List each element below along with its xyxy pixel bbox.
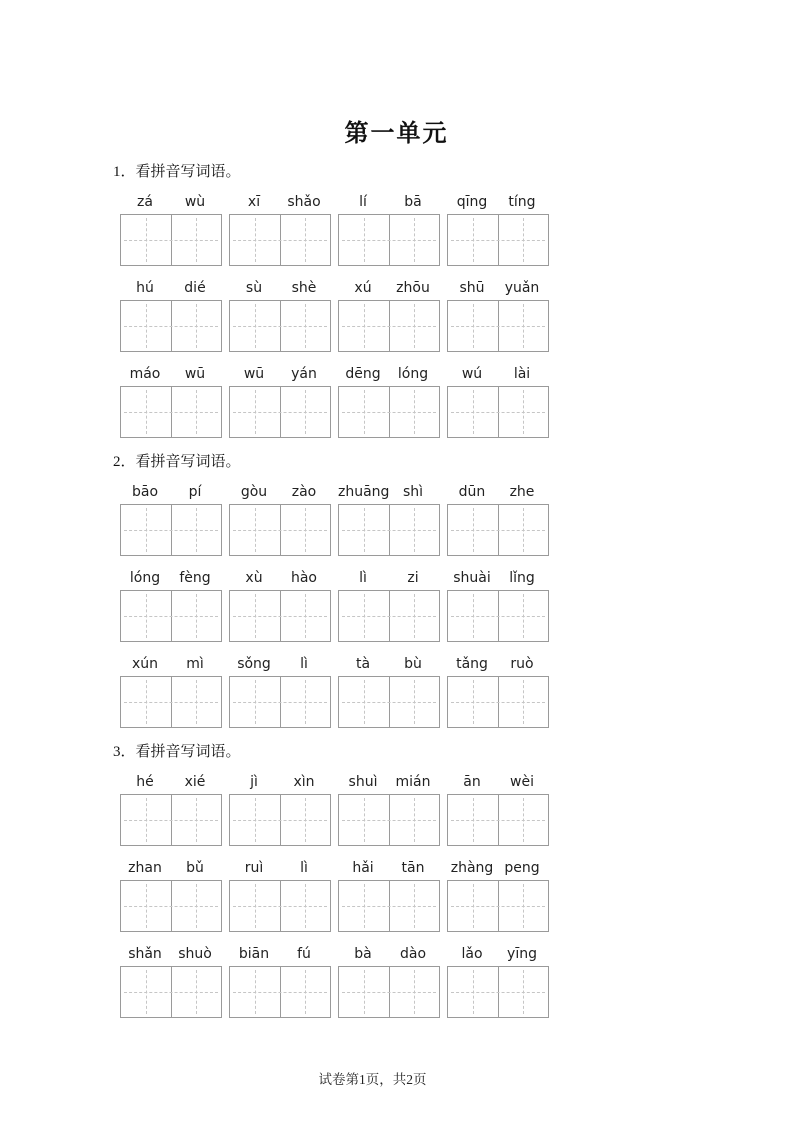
writing-cell [339, 677, 389, 727]
pinyin-row [120, 280, 220, 297]
writing-cell [498, 677, 549, 727]
writing-grid [229, 880, 331, 932]
writing-cell [121, 795, 171, 845]
pinyin-label: biān [238, 946, 270, 962]
writing-grid [447, 966, 549, 1018]
word-group [229, 774, 329, 846]
word-group [120, 194, 220, 266]
writing-cell [171, 677, 222, 727]
writing-cell [498, 505, 549, 555]
writing-grid [229, 676, 331, 728]
pinyin-row [338, 570, 438, 587]
word-group [120, 366, 220, 438]
writing-cell [389, 795, 440, 845]
pinyin-row [338, 860, 438, 877]
word-group [229, 946, 329, 1018]
writing-cell [230, 387, 280, 437]
pinyin-row [338, 656, 438, 673]
pinyin-label: jì [250, 774, 258, 790]
writing-cell [448, 301, 498, 351]
word-group [229, 860, 329, 932]
pinyin-label: xìn [293, 774, 315, 790]
writing-cell [448, 677, 498, 727]
word-group [447, 946, 547, 1018]
pinyin-label: shè [291, 280, 317, 296]
pinyin-row [120, 860, 220, 877]
sections [113, 162, 793, 1018]
writing-grid [338, 676, 440, 728]
pinyin-label: bà [354, 946, 372, 962]
word-group [447, 860, 547, 932]
pinyin-row [229, 570, 329, 587]
pinyin-label: sù [245, 280, 263, 296]
writing-cell [448, 591, 498, 641]
pinyin-label: wū [184, 366, 206, 382]
writing-cell [448, 505, 498, 555]
pinyin-label: lì [359, 570, 367, 586]
word-row [120, 774, 793, 846]
writing-cell [121, 881, 171, 931]
word-row [120, 366, 793, 438]
writing-cell [121, 677, 171, 727]
pinyin-label: lǐng [509, 570, 535, 586]
word-row [120, 280, 793, 352]
pinyin-row [229, 280, 329, 297]
writing-cell [389, 967, 440, 1017]
pinyin-row [120, 194, 220, 211]
section [113, 452, 793, 728]
writing-cell [230, 301, 280, 351]
pinyin-label: shì [402, 484, 424, 500]
word-group [447, 774, 547, 846]
section-label: 2．看拼音写词语。 [113, 454, 241, 470]
pinyin-label: zhe [509, 484, 535, 500]
pinyin-row [447, 194, 547, 211]
section-label: 3．看拼音写词语。 [113, 744, 241, 760]
writing-cell [339, 301, 389, 351]
word-group [447, 194, 547, 266]
writing-grid [338, 966, 440, 1018]
writing-grid [229, 300, 331, 352]
pinyin-label: ruì [244, 860, 264, 876]
section [113, 742, 793, 1018]
writing-cell [121, 591, 171, 641]
pinyin-label: ruò [510, 656, 534, 672]
pinyin-label: lǎo [461, 946, 483, 962]
page-number-footer: 试卷第1页，共2页 [318, 1072, 427, 1087]
word-row [120, 194, 793, 266]
word-group [447, 570, 547, 642]
writing-cell [498, 881, 549, 931]
pinyin-row [338, 194, 438, 211]
writing-grid [338, 794, 440, 846]
writing-grid [120, 966, 222, 1018]
writing-cell [498, 301, 549, 351]
writing-grid [229, 214, 331, 266]
writing-grid [338, 386, 440, 438]
pinyin-label: xié [184, 774, 206, 790]
pinyin-label: tíng [508, 194, 536, 210]
pinyin-row [338, 484, 438, 501]
pinyin-label: tān [401, 860, 425, 876]
writing-cell [171, 215, 222, 265]
pinyin-label: mián [395, 774, 431, 790]
pinyin-row [120, 484, 220, 501]
word-row [120, 860, 793, 932]
writing-grid [120, 386, 222, 438]
writing-cell [448, 881, 498, 931]
writing-grid [229, 794, 331, 846]
pinyin-row [447, 366, 547, 383]
pinyin-label: wú [461, 366, 483, 382]
pinyin-row [229, 484, 329, 501]
writing-cell [280, 387, 331, 437]
writing-cell [280, 967, 331, 1017]
writing-cell [448, 795, 498, 845]
pinyin-row [338, 946, 438, 963]
writing-cell [389, 505, 440, 555]
writing-grid [447, 590, 549, 642]
pinyin-row [229, 774, 329, 791]
writing-cell [280, 301, 331, 351]
pinyin-label: yán [291, 366, 317, 382]
pinyin-label: peng [504, 860, 540, 876]
section [113, 162, 793, 438]
writing-grid [120, 676, 222, 728]
writing-cell [171, 795, 222, 845]
pinyin-label: qīng [456, 194, 488, 210]
pinyin-row [338, 280, 438, 297]
word-group [338, 774, 438, 846]
writing-cell [280, 881, 331, 931]
writing-cell [280, 591, 331, 641]
pinyin-label: zhan [128, 860, 162, 876]
word-group [338, 946, 438, 1018]
pinyin-row [338, 366, 438, 383]
word-group [338, 656, 438, 728]
pinyin-label: hào [290, 570, 318, 586]
writing-grid [338, 214, 440, 266]
writing-grid [447, 794, 549, 846]
word-group [338, 570, 438, 642]
pinyin-row [229, 946, 329, 963]
writing-cell [230, 677, 280, 727]
pinyin-label: shuài [453, 570, 491, 586]
writing-cell [389, 677, 440, 727]
writing-grid [447, 300, 549, 352]
pinyin-label: hé [136, 774, 154, 790]
writing-grid [338, 590, 440, 642]
pinyin-label: bā [404, 194, 422, 210]
word-group [447, 484, 547, 556]
word-row [120, 946, 793, 1018]
writing-cell [389, 387, 440, 437]
pinyin-row [120, 774, 220, 791]
writing-grid [229, 590, 331, 642]
writing-cell [389, 301, 440, 351]
writing-cell [498, 795, 549, 845]
word-group [338, 280, 438, 352]
pinyin-label: wù [184, 194, 206, 210]
pinyin-row [120, 946, 220, 963]
pinyin-label: fú [297, 946, 311, 962]
pinyin-label: mì [186, 656, 204, 672]
pinyin-row [447, 946, 547, 963]
pinyin-row [229, 366, 329, 383]
word-group [338, 484, 438, 556]
writing-grid [229, 966, 331, 1018]
pinyin-label: xī [247, 194, 261, 210]
word-group [229, 484, 329, 556]
writing-cell [171, 301, 222, 351]
pinyin-label: xù [245, 570, 263, 586]
pinyin-row [447, 774, 547, 791]
pinyin-row [338, 774, 438, 791]
pinyin-label: lóng [397, 366, 429, 382]
pinyin-row [447, 860, 547, 877]
writing-cell [121, 967, 171, 1017]
pinyin-label: zhōu [396, 280, 430, 296]
pinyin-label: bǔ [186, 860, 204, 876]
word-group [447, 280, 547, 352]
pinyin-label: ān [463, 774, 481, 790]
word-group [120, 484, 220, 556]
pinyin-label: lí [359, 194, 367, 210]
writing-cell [389, 215, 440, 265]
writing-cell [230, 215, 280, 265]
writing-cell [448, 387, 498, 437]
writing-cell [171, 881, 222, 931]
pinyin-label: zhuāng [338, 484, 390, 500]
writing-cell [498, 967, 549, 1017]
writing-cell [280, 677, 331, 727]
pinyin-row [447, 484, 547, 501]
pinyin-label: zá [137, 194, 153, 210]
writing-grid [338, 300, 440, 352]
pinyin-row [229, 860, 329, 877]
pinyin-label: hǎi [352, 860, 374, 876]
pinyin-label: zào [291, 484, 317, 500]
writing-cell [121, 387, 171, 437]
pinyin-label: lì [300, 860, 308, 876]
writing-grid [229, 386, 331, 438]
writing-cell [339, 795, 389, 845]
word-group [229, 194, 329, 266]
word-group [229, 656, 329, 728]
pinyin-label: yīng [507, 946, 537, 962]
writing-cell [171, 967, 222, 1017]
pinyin-label: wèi [510, 774, 534, 790]
writing-grid [229, 504, 331, 556]
writing-cell [448, 215, 498, 265]
writing-cell [171, 387, 222, 437]
page-title: 第一单元 [344, 121, 449, 147]
writing-cell [230, 591, 280, 641]
pinyin-label: dūn [458, 484, 486, 500]
writing-cell [339, 881, 389, 931]
pinyin-row [229, 194, 329, 211]
word-group [447, 656, 547, 728]
pinyin-label: shuò [178, 946, 212, 962]
writing-grid [120, 880, 222, 932]
writing-cell [339, 967, 389, 1017]
pinyin-label: bāo [131, 484, 159, 500]
writing-cell [171, 505, 222, 555]
writing-grid [447, 676, 549, 728]
pinyin-label: dào [399, 946, 427, 962]
writing-cell [389, 591, 440, 641]
writing-grid [120, 794, 222, 846]
word-group [120, 656, 220, 728]
section-label: 1．看拼音写词语。 [113, 164, 241, 180]
writing-grid [338, 504, 440, 556]
writing-cell [498, 387, 549, 437]
word-group [338, 860, 438, 932]
writing-cell [230, 967, 280, 1017]
writing-cell [230, 881, 280, 931]
writing-cell [280, 505, 331, 555]
pinyin-label: shuì [348, 774, 378, 790]
pinyin-label: sǒng [237, 656, 271, 672]
pinyin-row [120, 366, 220, 383]
writing-cell [121, 505, 171, 555]
pinyin-label: máo [129, 366, 161, 382]
writing-cell [339, 505, 389, 555]
pinyin-row [229, 656, 329, 673]
pinyin-label: dēng [345, 366, 381, 382]
writing-cell [339, 387, 389, 437]
writing-cell [498, 215, 549, 265]
word-group [120, 946, 220, 1018]
pinyin-label: tà [355, 656, 371, 672]
pinyin-label: wū [243, 366, 265, 382]
pinyin-label: lài [513, 366, 531, 382]
word-group [120, 860, 220, 932]
pinyin-row [447, 656, 547, 673]
writing-cell [121, 301, 171, 351]
word-row [120, 484, 793, 556]
word-group [447, 366, 547, 438]
writing-cell [339, 591, 389, 641]
word-row [120, 656, 793, 728]
writing-cell [498, 591, 549, 641]
writing-cell [389, 881, 440, 931]
word-group [338, 194, 438, 266]
writing-grid [120, 300, 222, 352]
writing-grid [338, 880, 440, 932]
word-group [338, 366, 438, 438]
writing-cell [339, 215, 389, 265]
pinyin-row [120, 656, 220, 673]
word-group [229, 366, 329, 438]
pinyin-label: lóng [129, 570, 161, 586]
word-group [120, 774, 220, 846]
pinyin-label: shǎn [128, 946, 162, 962]
writing-cell [230, 795, 280, 845]
writing-cell [230, 505, 280, 555]
word-row [120, 570, 793, 642]
pinyin-label: pí [188, 484, 202, 500]
word-group [120, 570, 220, 642]
writing-cell [280, 795, 331, 845]
pinyin-label: yuǎn [504, 280, 540, 296]
writing-grid [120, 504, 222, 556]
pinyin-label: fèng [179, 570, 211, 586]
pinyin-row [447, 570, 547, 587]
pinyin-label: lì [300, 656, 308, 672]
pinyin-label: gòu [240, 484, 268, 500]
writing-grid [120, 590, 222, 642]
pinyin-row [120, 570, 220, 587]
pinyin-label: dié [184, 280, 206, 296]
pinyin-label: bù [404, 656, 422, 672]
pinyin-label: shǎo [287, 194, 321, 210]
writing-grid [447, 214, 549, 266]
word-group [229, 280, 329, 352]
word-group [120, 280, 220, 352]
pinyin-label: zi [407, 570, 419, 586]
word-group [229, 570, 329, 642]
writing-grid [120, 214, 222, 266]
pinyin-label: xú [354, 280, 372, 296]
writing-grid [447, 880, 549, 932]
pinyin-label: zhàng [450, 860, 494, 876]
pinyin-label: xún [131, 656, 159, 672]
pinyin-row [447, 280, 547, 297]
pinyin-label: shū [459, 280, 485, 296]
writing-grid [447, 386, 549, 438]
writing-cell [448, 967, 498, 1017]
writing-cell [280, 215, 331, 265]
pinyin-label: tǎng [456, 656, 488, 672]
writing-grid [447, 504, 549, 556]
writing-cell [171, 591, 222, 641]
pinyin-label: hú [136, 280, 154, 296]
writing-cell [121, 215, 171, 265]
